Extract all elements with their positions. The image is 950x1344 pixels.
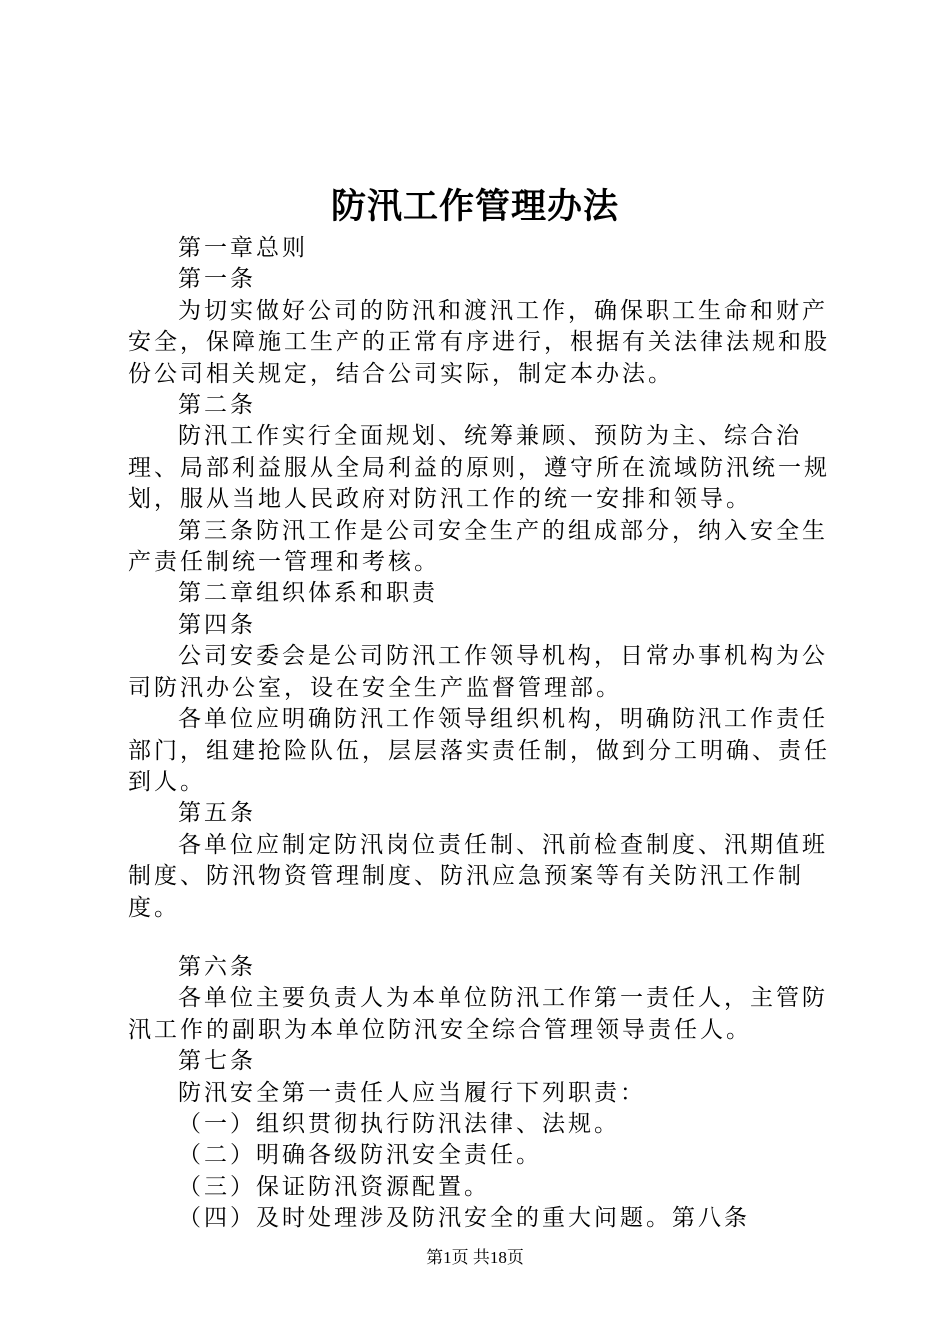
- article-heading: 第四条: [178, 611, 256, 638]
- article-heading: 第五条: [178, 800, 256, 827]
- document-body: [128, 233, 838, 1235]
- paragraph: 第三条防汛工作是公司安全生产的组成部分，纳入安全生产责任制统一管理和考核。: [128, 517, 828, 576]
- paragraph-gap: [128, 924, 838, 952]
- paragraph: 防汛工作实行全面规划、统筹兼顾、预防为主、综合治理、局部利益服从全局利益的原则，遵守所在流域防汛统一规划，服从当地人民政府对防汛工作的统一安排和领导。: [128, 423, 830, 513]
- paragraph: 各单位应明确防汛工作领导组织机构，明确防汛工作责任部门，组建抢险队伍，层层落实责任制，做到分工明确、责任到人。: [128, 706, 830, 795]
- paragraph: 各单位应制定防汛岗位责任制、汛前检查制度、汛期值班制度、防汛物资管理制度、防汛应急预案等有关防汛工作制度。: [128, 831, 828, 921]
- page-footer: 第1页 共18页: [426, 1248, 524, 1267]
- paragraph: 为切实做好公司的防汛和渡汛工作，确保职工生命和财产安全，保障施工生产的正常有序进行，根据有关法律法规和股份公司相关规定，结合公司实际，制定本办法。: [128, 297, 830, 387]
- list-item: （二）明确各级防汛安全责任。: [178, 1142, 542, 1169]
- list-item: （一）组织贯彻执行防汛法律、法规。: [178, 1110, 620, 1137]
- paragraph: 各单位主要负责人为本单位防汛工作第一责任人，主管防汛工作的副职为本单位防汛安全综合管理领导责任人。: [128, 985, 828, 1043]
- chapter-heading: 第二章组织体系和职责: [178, 580, 438, 607]
- article-heading: 第七条: [178, 1048, 256, 1075]
- list-item: （四）及时处理涉及防汛安全的重大问题。第八条: [178, 1205, 750, 1232]
- paragraph: 防汛安全第一责任人应当履行下列职责：: [178, 1079, 646, 1106]
- list-item: （三）保证防汛资源配置。: [178, 1173, 490, 1200]
- paragraph: 公司安委会是公司防汛工作领导机构，日常办事机构为公司防汛办公室，设在安全生产监督管理部。: [128, 643, 828, 701]
- article-heading: 第六条: [178, 953, 256, 980]
- chapter-heading: 第一章总则: [178, 235, 308, 261]
- article-heading: 第二条: [178, 392, 256, 419]
- document-title: 防汛工作管理办法: [330, 186, 619, 227]
- article-heading: 第一条: [178, 266, 256, 293]
